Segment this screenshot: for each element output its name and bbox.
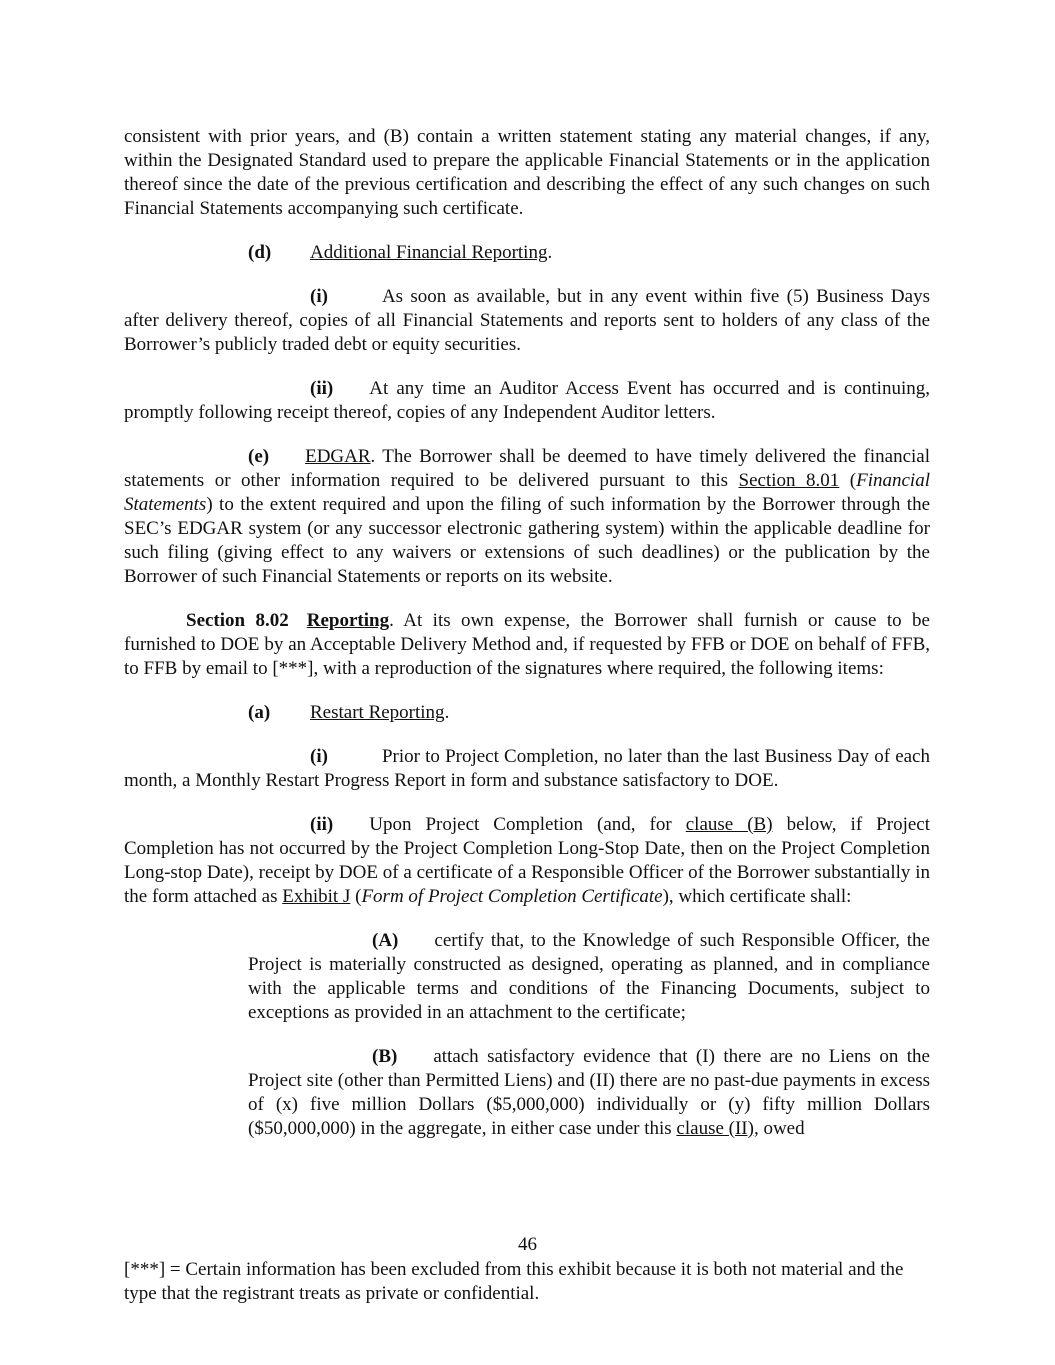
subsection-d-number: (d) [248, 242, 272, 263]
subsection-a-ii-number: (ii) [310, 814, 334, 835]
subsection-a-ii [124, 813, 930, 909]
subsection-a-ii-text-1: Upon Project Completion (and, for [369, 814, 686, 835]
clause-B [248, 1045, 930, 1141]
exhibit-j-reference: Exhibit J [282, 886, 351, 907]
clause-B-number: (B) [372, 1046, 398, 1067]
subsection-a-i-text: Prior to Project Completion, no later than the last Business Day of each month, a Monthly Restart Progress Report in form and substance satisfactory to DOE. [124, 746, 930, 791]
clause-II-reference: clause (II) [676, 1118, 754, 1139]
subsection-d-ii-number: (ii) [310, 378, 334, 399]
subsection-a-ii-text-2: below, if Project Completion has not occurred by the Project Completion Long-Stop Date, then on the Project Completion Long-stop Date), receipt by DOE of a certificate of a Responsible Officer of the Borrower substantially in the form attached as [124, 814, 930, 907]
clause-B-text-2: , owed [753, 1118, 805, 1139]
page-number: 46 [518, 1234, 537, 1255]
subsection-a-heading [124, 701, 930, 725]
completion-certificate-reference: Form of Project Completion Certificate [361, 886, 663, 907]
section-8-02 [124, 609, 930, 681]
subsection-d-title: Additional Financial Reporting [310, 242, 548, 263]
subsection-d-punct: . [547, 242, 553, 263]
subsection-e-text-2: ( [839, 470, 857, 491]
financial-statements-reference: Financial Statements [124, 470, 930, 515]
subsection-a-i [124, 745, 930, 793]
confidentiality-footnote: [***] = Certain information has been excluded from this exhibit because it is both not material and the type that the registrant treats as private or confidential. [124, 1259, 904, 1304]
subsection-a-title: Restart Reporting [310, 702, 445, 723]
section-8-02-text: . At its own expense, the Borrower shall furnish or cause to be furnished to DOE by an Acceptable Delivery Method and, if requested by FFB or DOE on behalf of FFB, to FFB by email to [***], with a reproduction of the signatures where required, the following items: [124, 610, 930, 679]
document-page [124, 125, 930, 1141]
subsection-e-number: (e) [248, 446, 270, 467]
intro-paragraph: consistent with prior years, and (B) contain a written statement stating any material changes, if any, within the Designated Standard used to prepare the applicable Financial Statements or in the application thereof since the date of the previous certification and describing the effect of any such changes on such Financial Statements accompanying such certificate. [124, 126, 930, 219]
section-8-02-number: Section 8.02 [186, 610, 289, 631]
clause-A-text: certify that, to the Knowledge of such Responsible Officer, the Project is materially constructed as designed, operating as planned, and in compliance with the applicable terms and conditions of the Financing Documents, subject to exceptions as provided in an attachment to the certificate; [248, 930, 930, 1023]
subsection-d-ii [124, 377, 930, 425]
section-8-02-title: Reporting [306, 610, 390, 631]
clause-A-number: (A) [372, 930, 399, 951]
section-8-01-reference: Section 8.01 [738, 470, 840, 491]
subsection-a-number: (a) [248, 702, 271, 723]
subsection-d-i-number: (i) [310, 286, 328, 307]
subsection-e-title: EDGAR [305, 446, 371, 467]
subsection-e-text-1: . The Borrower shall be deemed to have timely delivered the financial statements or other information required to be delivered pursuant to this [124, 446, 930, 491]
subsection-d-ii-text: At any time an Auditor Access Event has occurred and is continuing, promptly following receipt thereof, copies of any Independent Auditor letters. [124, 378, 930, 423]
subsection-a-i-number: (i) [310, 746, 328, 767]
subsection-d-heading [124, 241, 930, 265]
subsection-d-i-text: As soon as available, but in any event within five (5) Business Days after delivery thereof, copies of all Financial Statements and reports sent to holders of any class of the Borrower’s publicly traded debt or equity securities. [124, 286, 930, 355]
subsection-e [124, 445, 930, 589]
clause-A [248, 929, 930, 1025]
subsection-a-ii-text-4: ), which certificate shall: [662, 886, 852, 907]
clause-B-text-1: attach satisfactory evidence that (I) there are no Liens on the Project site (other than Permitted Liens) and (II) there are no past-due payments in excess of (x) five million Dollars ($5,000,000) individually or (y) fifty million Dollars ($50,000,000) in the aggregate, in either case under this [248, 1046, 930, 1139]
subsection-e-text-3: ) to the extent required and upon the filing of such information by the Borrower through the SEC’s EDGAR system (or any successor electronic gathering system) within the applicable deadline for such filing (giving effect to any waivers or extensions of such deadlines) or the publication by the Borrower of such Financial Statements or reports on its website. [124, 494, 930, 587]
subsection-d-i [124, 285, 930, 357]
clause-b-reference: clause (B) [685, 814, 773, 835]
subsection-a-punct: . [444, 702, 450, 723]
subsection-a-ii-text-3: ( [350, 886, 362, 907]
